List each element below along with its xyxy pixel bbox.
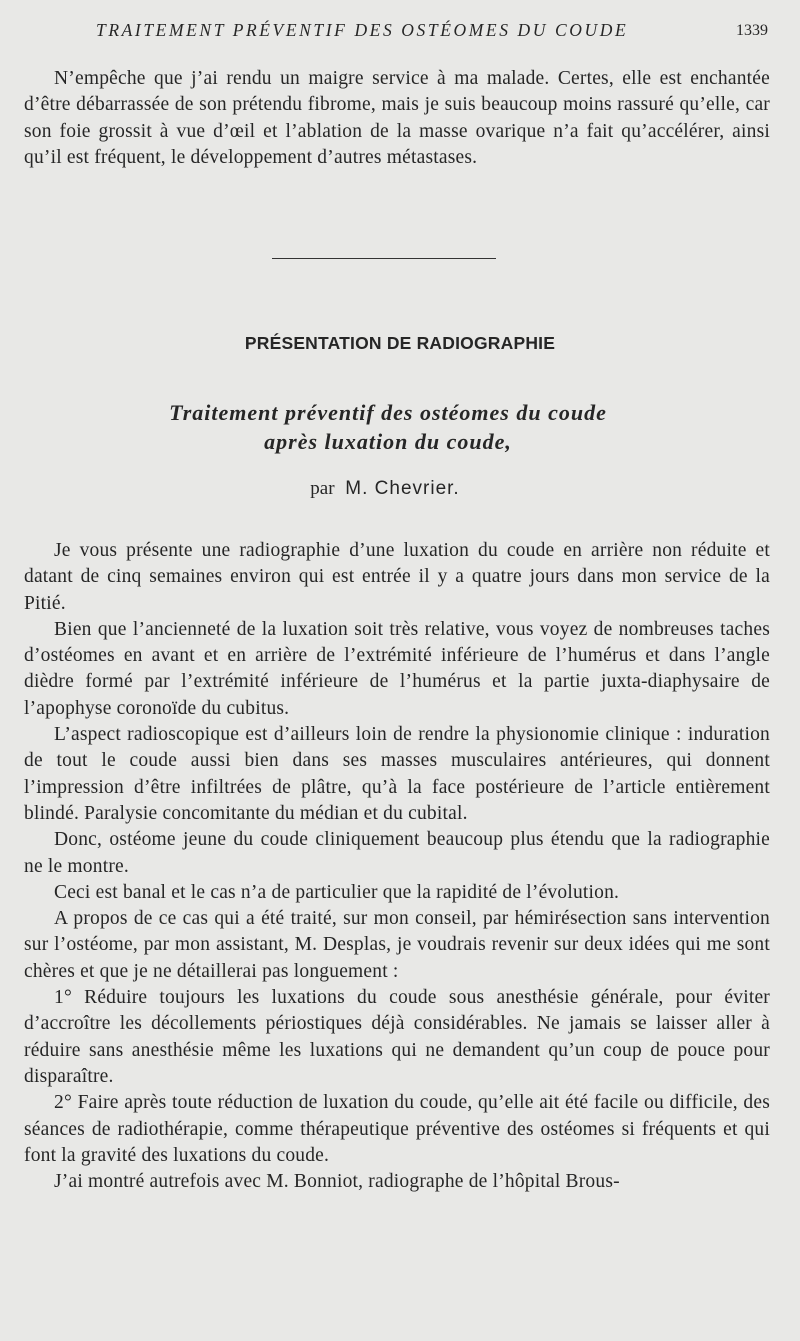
byline-prefix: par: [310, 478, 335, 499]
running-title: TRAITEMENT PRÉVENTIF DES OSTÉOMES DU COUDE: [96, 20, 629, 40]
byline: [0, 478, 770, 500]
body-paragraph: J’ai montré autrefois avec M. Bonniot, radiographe de l’hôpital Brous-: [54, 1171, 620, 1193]
body-paragraph: Ceci est banal et le cas n’a de particulier que la rapidité de l’évolution.: [54, 881, 620, 903]
lead-paragraph: [24, 66, 770, 171]
body-paragraph-list-item-2: 2° Faire après toute réduction de luxation du coude, qu’elle ait été facile ou difficile, des séances de radiothérapie, comme thérapeutique préventive des ostéomes si fréquents et qui font la gravité des luxations du coude.: [24, 1092, 770, 1166]
article-title-line-1: Traitement préventif des ostéomes du coude: [169, 400, 607, 425]
article-title: [0, 398, 776, 456]
byline-author: M. Chevrier.: [345, 478, 460, 499]
body-paragraph: Je vous présente une radiographie d’une luxation du coude en arrière non réduite et datant de cinq semaines environ qui est entrée il y a quatre jours dans mon service de la Pitié.: [24, 540, 770, 614]
running-head: [0, 20, 800, 46]
body-paragraph-list-item-1: 1° Réduire toujours les luxations du coude sous anesthésie générale, pour éviter d’accroître les décollements périostiques déjà considérables. Ne jamais se laisser aller à réduire sans anesthésie même les luxations qui ne demandent qu’un coup de pouce pour disparaître.: [24, 987, 770, 1087]
page-number: 1339: [736, 22, 768, 39]
lead-paragraph-text: N’empêche que j’ai rendu un maigre service à ma malade. Certes, elle est enchantée d’être débarrassée de son prétendu fibrome, mais je suis beaucoup moins rassuré qu’elle, car son foie grossit à vue d’œil et l’ablation de la masse ovarique n’a fait qu’accélérer, ainsi qu’il est fréquent, le développement d’autres métastases.: [24, 68, 770, 168]
body-paragraph: Bien que l’ancienneté de la luxation soit très relative, vous voyez de nombreuses taches d’ostéomes en avant et en arrière de l’extrémité inférieure de l’humérus et dans l’angle dièdre formé par l’extrémité inférieure de l’humérus et la partie juxta-diaphysaire de l’apophyse coronoïde du cubitus.: [24, 618, 770, 719]
article-title-line-2: après luxation du coude,: [264, 429, 512, 454]
article-body: [24, 538, 770, 1195]
body-paragraph: A propos de ce cas qui a été traité, sur mon conseil, par hémirésection sans intervention sur l’ostéome, par mon assistant, M. Desplas, je voudrais revenir sur deux idées qui me sont chères et que je ne détaillerai pas longuement :: [24, 908, 770, 982]
body-paragraph: L’aspect radioscopique est d’ailleurs loin de rendre la physionomie clinique : induration de tout le coude aussi bien dans ses masses musculaires antérieures, qui donnent l’impression d’être infiltrées de plâtre, qu’à la face postérieure de l’article entièrement blindé. Paralysie concomitante du médian et du cubital.: [24, 724, 770, 824]
section-heading: PRÉSENTATION DE RADIOGRAPHIE: [244, 333, 556, 353]
body-paragraph: Donc, ostéome jeune du coude cliniquement beaucoup plus étendu que la radiographie ne le montre.: [24, 829, 770, 877]
section-divider: [272, 258, 496, 259]
